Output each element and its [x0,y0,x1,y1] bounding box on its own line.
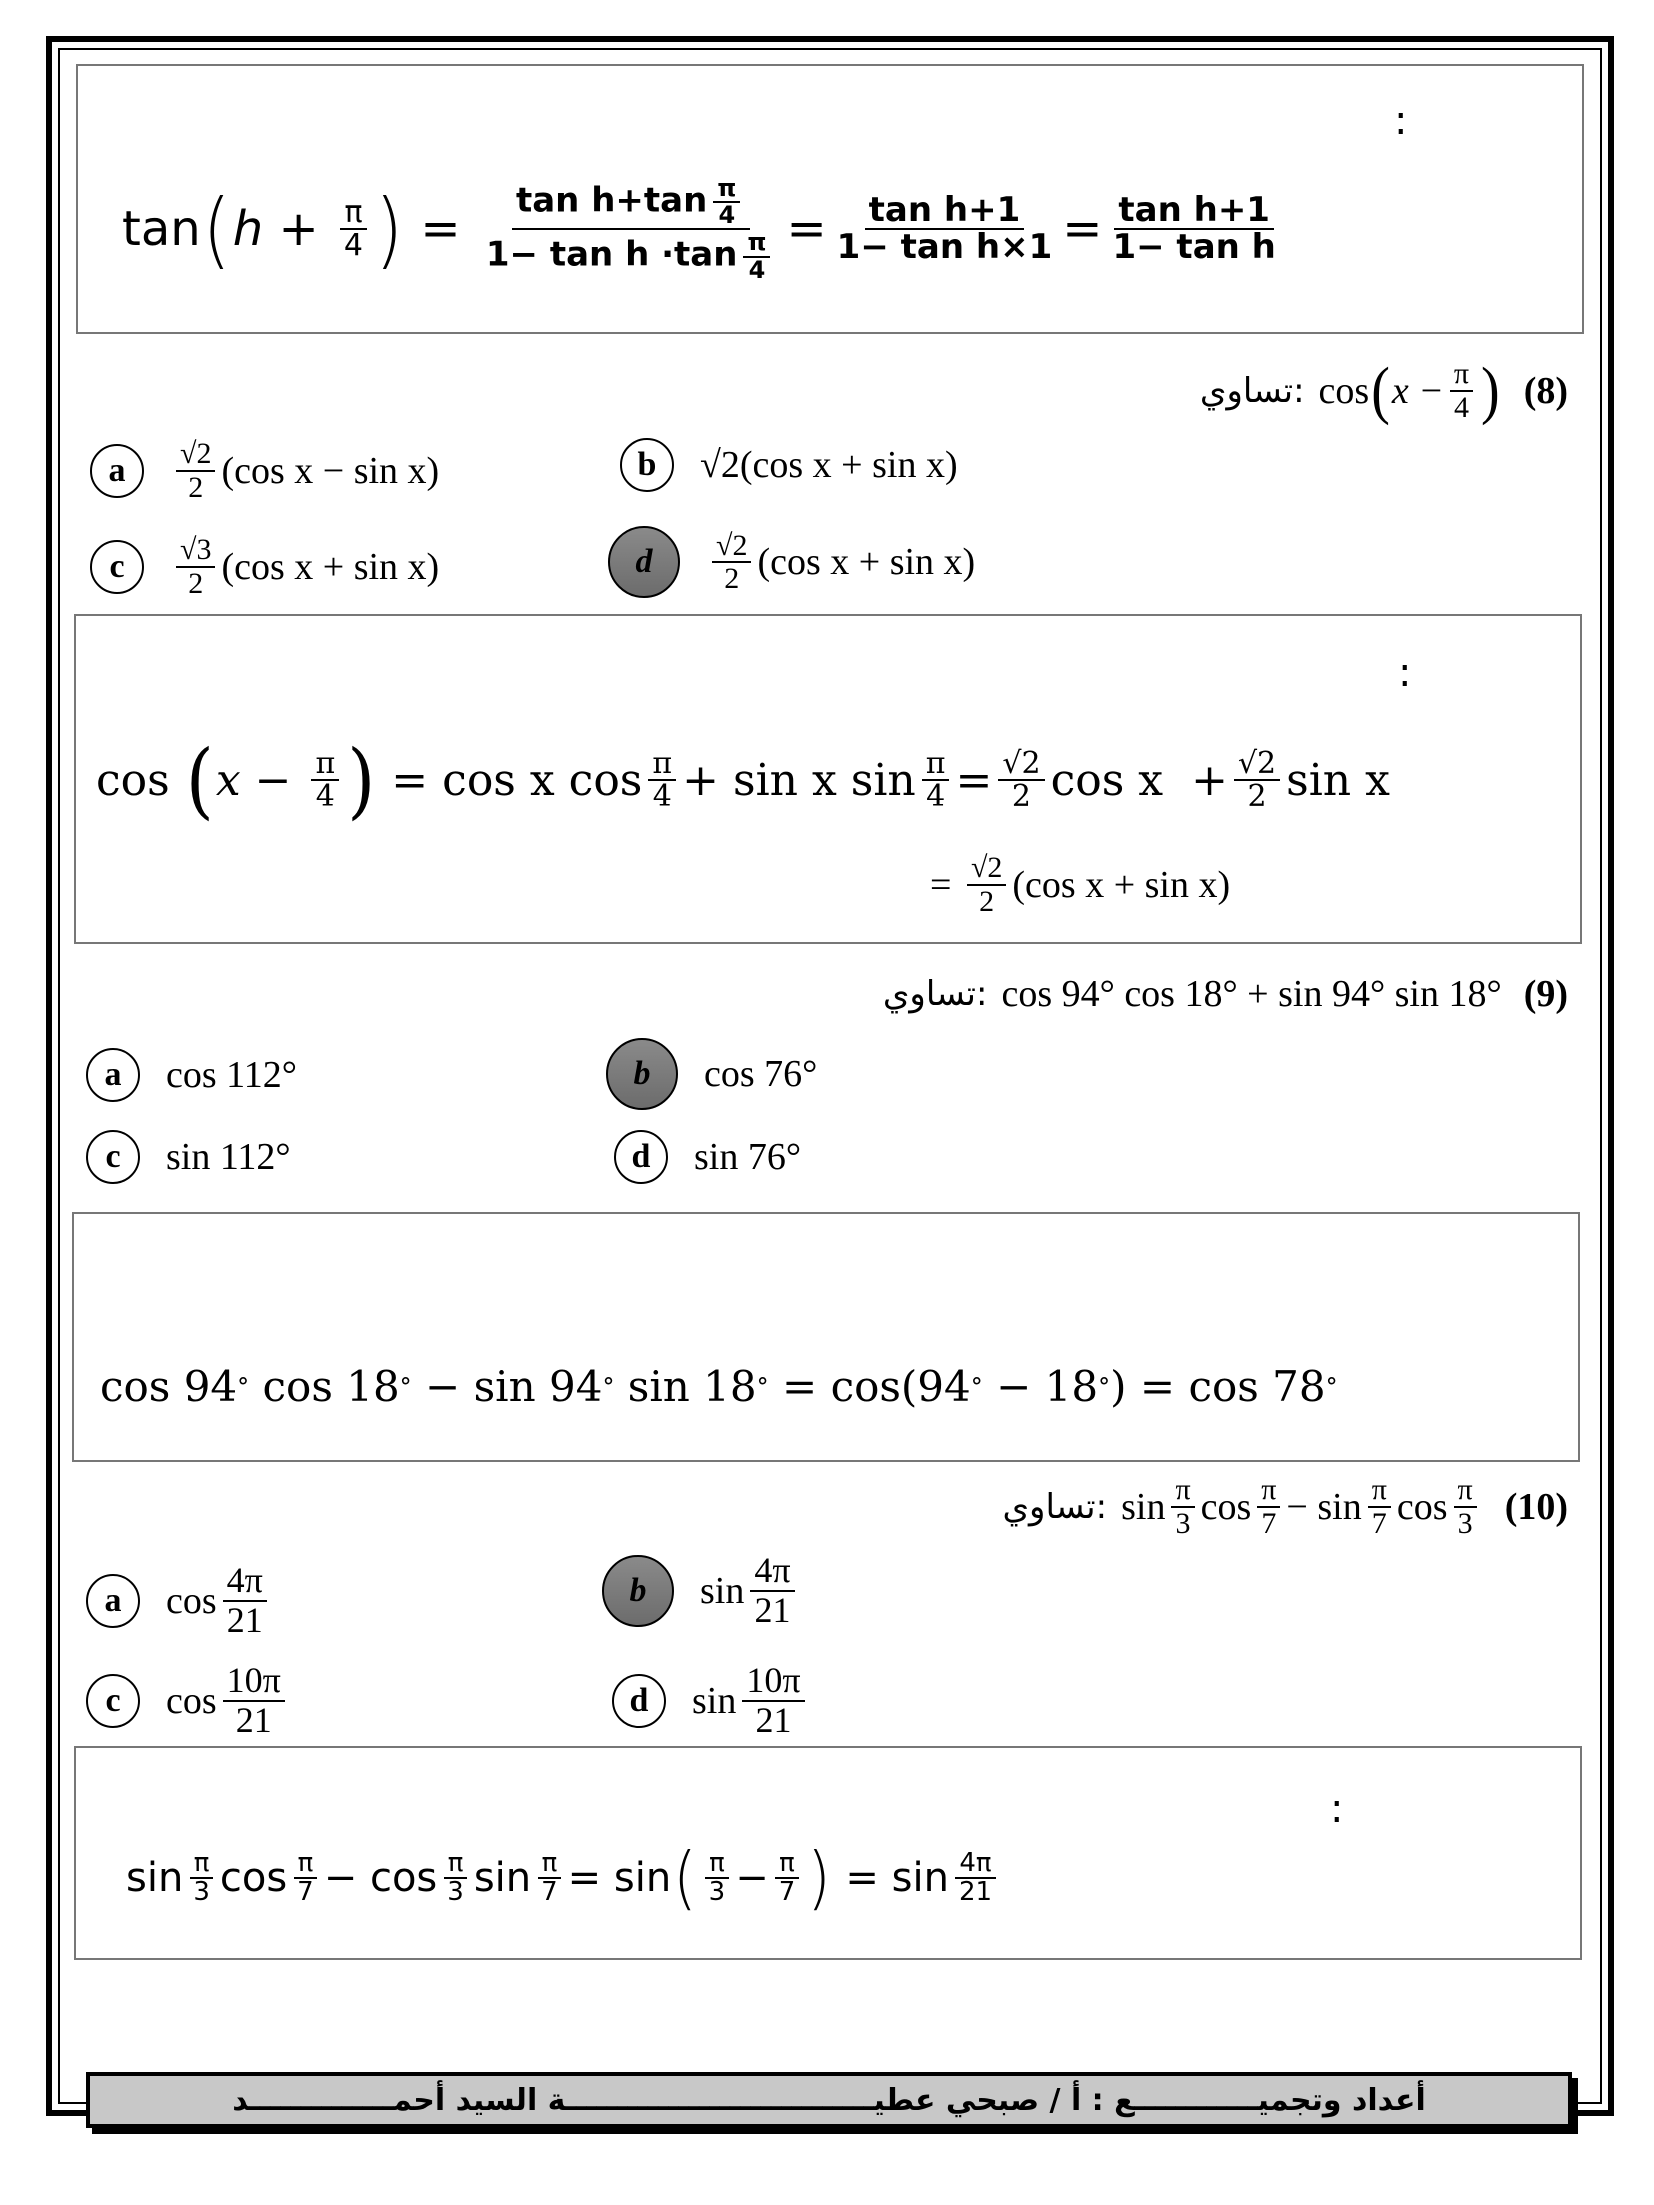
option-8a[interactable]: a $\frac{√2}{2}$ (cos x − sin x) [90,438,439,503]
question-10: تساوي: sin $\frac{\pi}{3}$ cos $\frac{\pi}{7}$ − sin $\frac{\pi}{7}$ cos $\frac{\pi}{3}$ (10) [1002,1473,1568,1540]
option-10c[interactable]: c cos $\frac{10\pi}{21}$ [86,1662,291,1740]
question-9: تساوي: cos 94° cos 18° + sin 94° sin 18° (9) [882,973,1568,1015]
fraction: $\frac{√2}{2}$ [998,748,1044,813]
solution-equation-9: cos 94 ° cos 18 ° − sin 94 ° sin 18 ° = cos(94 ° − 18 ° ) = cos 78 ° [100,1362,1338,1411]
question-8: تساوي: cos ( x − $\frac{\pi}{4}$ ) (8) [1199,354,1568,427]
fraction: $\frac{√2}{2}$ [176,438,215,503]
option-label-d[interactable]: d [614,1130,668,1184]
solution-equation-7: tan ( h + $\frac{\pi}{4}$ ) = tan h+tan $\frac{\pi}{4}$ 1− tan h ·tan $\frac{\pi}{4}$ = $\frac{\text{tan h+1}}{\text{1− tan h×1}}$ = $\frac{\text{tan h+1}}{\text{1− tan h}}$ [122,176,1286,283]
option-10b[interactable]: b sin $\frac{4\pi}{21}$ [602,1552,801,1630]
option-label-d-selected[interactable]: d [608,526,680,598]
solution-colon: : [1398,650,1412,696]
option-9c[interactable]: c sin 112° [86,1130,291,1184]
option-label-c[interactable]: c [86,1674,140,1728]
option-label-b-selected[interactable]: b [602,1555,674,1627]
option-label-d[interactable]: d [612,1674,666,1728]
fraction: $\frac{\pi}{4}$ [922,748,950,813]
option-label-c[interactable]: c [86,1130,140,1184]
option-8b[interactable]: b √2(cos x + sin x) [620,438,958,492]
fraction: tan h+tan $\frac{\pi}{4}$ 1− tan h ·tan $\frac{\pi}{4}$ [482,176,781,283]
option-label-c[interactable]: c [90,540,144,594]
option-label-a[interactable]: a [90,444,144,498]
option-9d[interactable]: d sin 76° [614,1130,801,1184]
solution-equation-8-line2: = $\frac{√2}{2}$ (cos x + sin x) [930,851,1231,918]
option-8d[interactable]: d $\frac{√2}{2}$ (cos x + sin x) [608,526,975,598]
fraction: $\frac{√2}{2}$ [1234,748,1280,813]
fraction: $\frac{\pi}{4}$ [1450,358,1473,423]
solution-colon: : [1394,98,1408,144]
option-label-a[interactable]: a [86,1048,140,1102]
fraction: $\frac{√3}{2}$ [176,534,215,599]
solution-equation-8-line1: cos ( x − $\frac{\pi}{4}$ ) = cos x cos $\frac{\pi}{4}$ + sin x sin $\frac{\pi}{4}$ = $\frac{√2}{2}$ cos x + $\frac{√2}{2}$ sin x [96,731,1390,829]
solution-box-9 [72,1212,1580,1462]
option-label-a[interactable]: a [86,1574,140,1628]
solution-colon: : [1330,1786,1344,1832]
fraction: $\frac{\text{tan h+1}}{\text{1− tan h×1}}$ [836,189,1053,268]
option-10a[interactable]: a cos $\frac{4\pi}{21}$ [86,1562,273,1640]
fraction: $\frac{\pi}{4}$ [648,748,676,813]
solution-equation-10: sin $\frac{\pi}{3}$ cos $\frac{\pi}{7}$ − cos $\frac{\pi}{3}$ sin $\frac{\pi}{7}$ = sin ( $\frac{\pi}{3}$ − $\frac{\pi}{7}$ ) = sin $\frac{4\pi}{21}$ [126,1848,1002,1908]
option-label-b-selected[interactable]: b [606,1038,678,1110]
fraction: $\frac{\text{tan h+1}}{\text{1− tan h}}$ [1112,189,1276,268]
option-10d[interactable]: d sin $\frac{10\pi}{21}$ [612,1662,811,1740]
option-8c[interactable]: c $\frac{√3}{2}$ (cos x + sin x) [90,534,439,599]
option-9a[interactable]: a cos 112° [86,1048,297,1102]
footer-credit: أعداد وتجميــــــــــــع : أ / صبحي عطيــــــــــــــــــــــــــــــة السيد أحمــــــــــــــد [86,2072,1572,2128]
fraction: $\frac{√2}{2}$ [712,530,751,595]
option-9b[interactable]: b cos 76° [606,1038,817,1110]
fraction: $\frac{\pi}{4}$ [311,748,339,813]
fraction: $\frac{\pi}{4}$ [340,197,367,262]
fraction: $\frac{√2}{2}$ [967,852,1006,917]
option-label-b[interactable]: b [620,438,674,492]
